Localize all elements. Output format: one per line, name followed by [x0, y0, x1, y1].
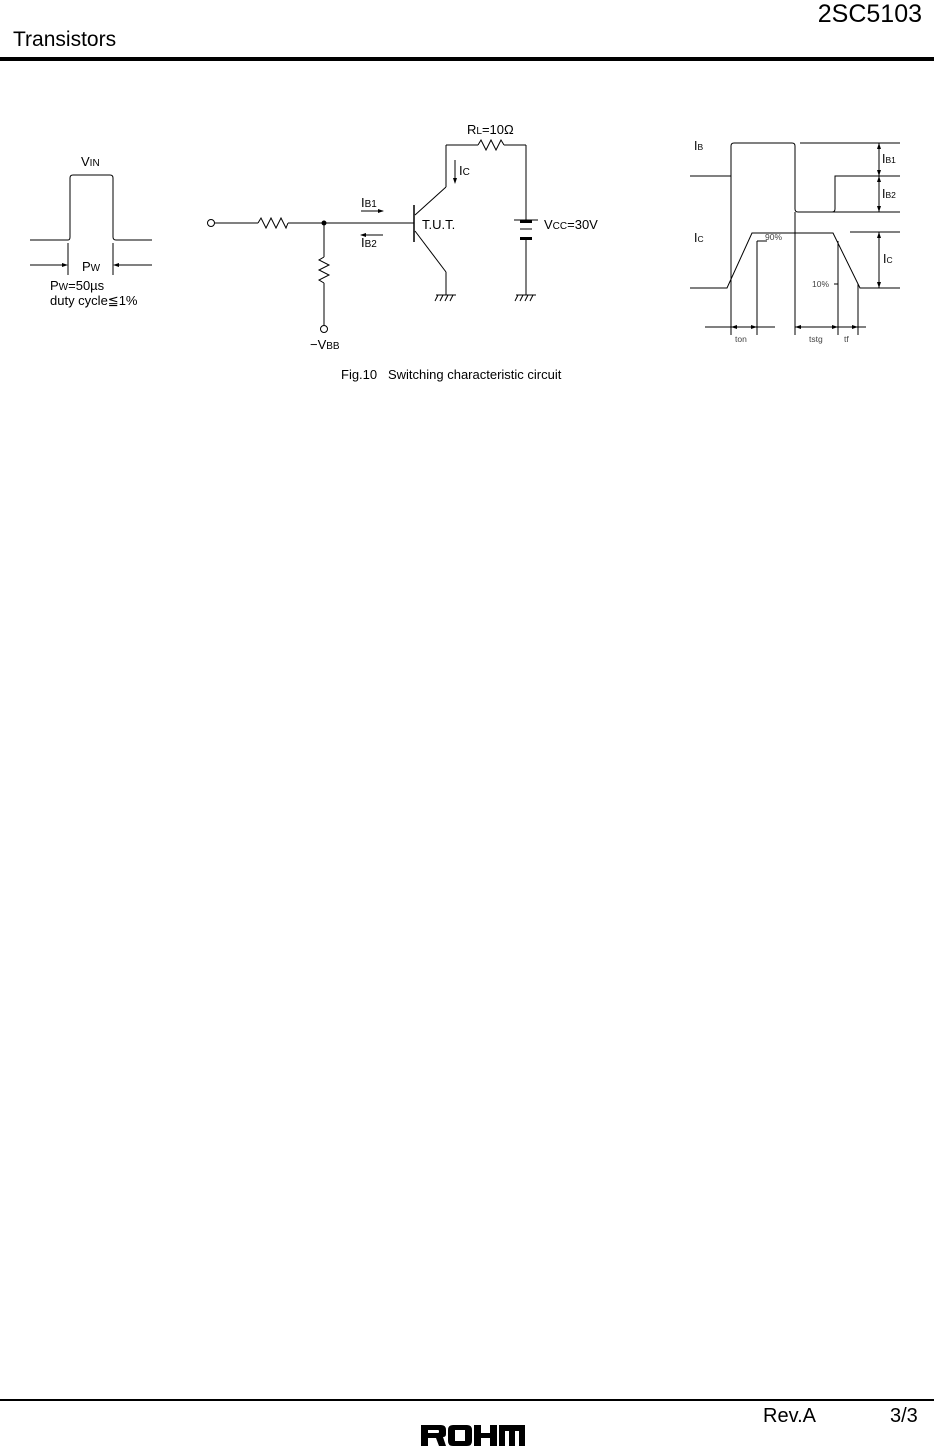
- switching-circuit-figure: [0, 100, 934, 390]
- rl-label: RL=10Ω: [467, 122, 514, 137]
- ib2-amplitude-label: IB2: [882, 187, 896, 201]
- ic-wave-label: IC: [694, 231, 704, 245]
- ground-symbols: [435, 295, 533, 301]
- page-number: 3/3: [890, 1405, 918, 1427]
- pw-label: PW: [82, 259, 101, 274]
- duty-cycle-spec: duty cycle≦1%: [50, 293, 138, 308]
- ib1-label: IB1: [361, 195, 377, 210]
- figure-caption: Fig.10 Switching characteristic circuit: [341, 367, 562, 382]
- pw-spec: PW=50µs: [50, 278, 105, 293]
- ib1-amplitude-label: IB1: [882, 152, 896, 166]
- ton-label: ton: [735, 334, 747, 344]
- tut-label: T.U.T.: [422, 217, 456, 232]
- tf-label: tf: [844, 334, 849, 344]
- revision-label: Rev.A: [763, 1405, 816, 1427]
- ten-percent-label: 10%: [812, 279, 830, 289]
- footer-rule: [0, 1399, 934, 1401]
- rohm-logo: [421, 1423, 525, 1448]
- timing-waveform: [690, 143, 900, 335]
- section-title: Transistors: [13, 28, 117, 51]
- ib2-label: IB2: [361, 235, 377, 250]
- ic-amplitude-label: IC: [883, 252, 893, 266]
- vcc-label: VCC=30V: [544, 217, 598, 232]
- ninety-percent-label: 90%: [765, 232, 783, 242]
- vbb-label: −VBB: [310, 337, 340, 352]
- input-pulse-waveform: [30, 175, 152, 275]
- ib-wave-label: IB: [694, 139, 704, 153]
- part-number: 2SC5103: [817, 0, 922, 28]
- test-circuit: [208, 140, 539, 333]
- header-rule: [0, 57, 934, 61]
- tstg-label: tstg: [809, 334, 823, 344]
- ic-label: IC: [459, 163, 470, 178]
- vin-label: VIN: [81, 154, 100, 169]
